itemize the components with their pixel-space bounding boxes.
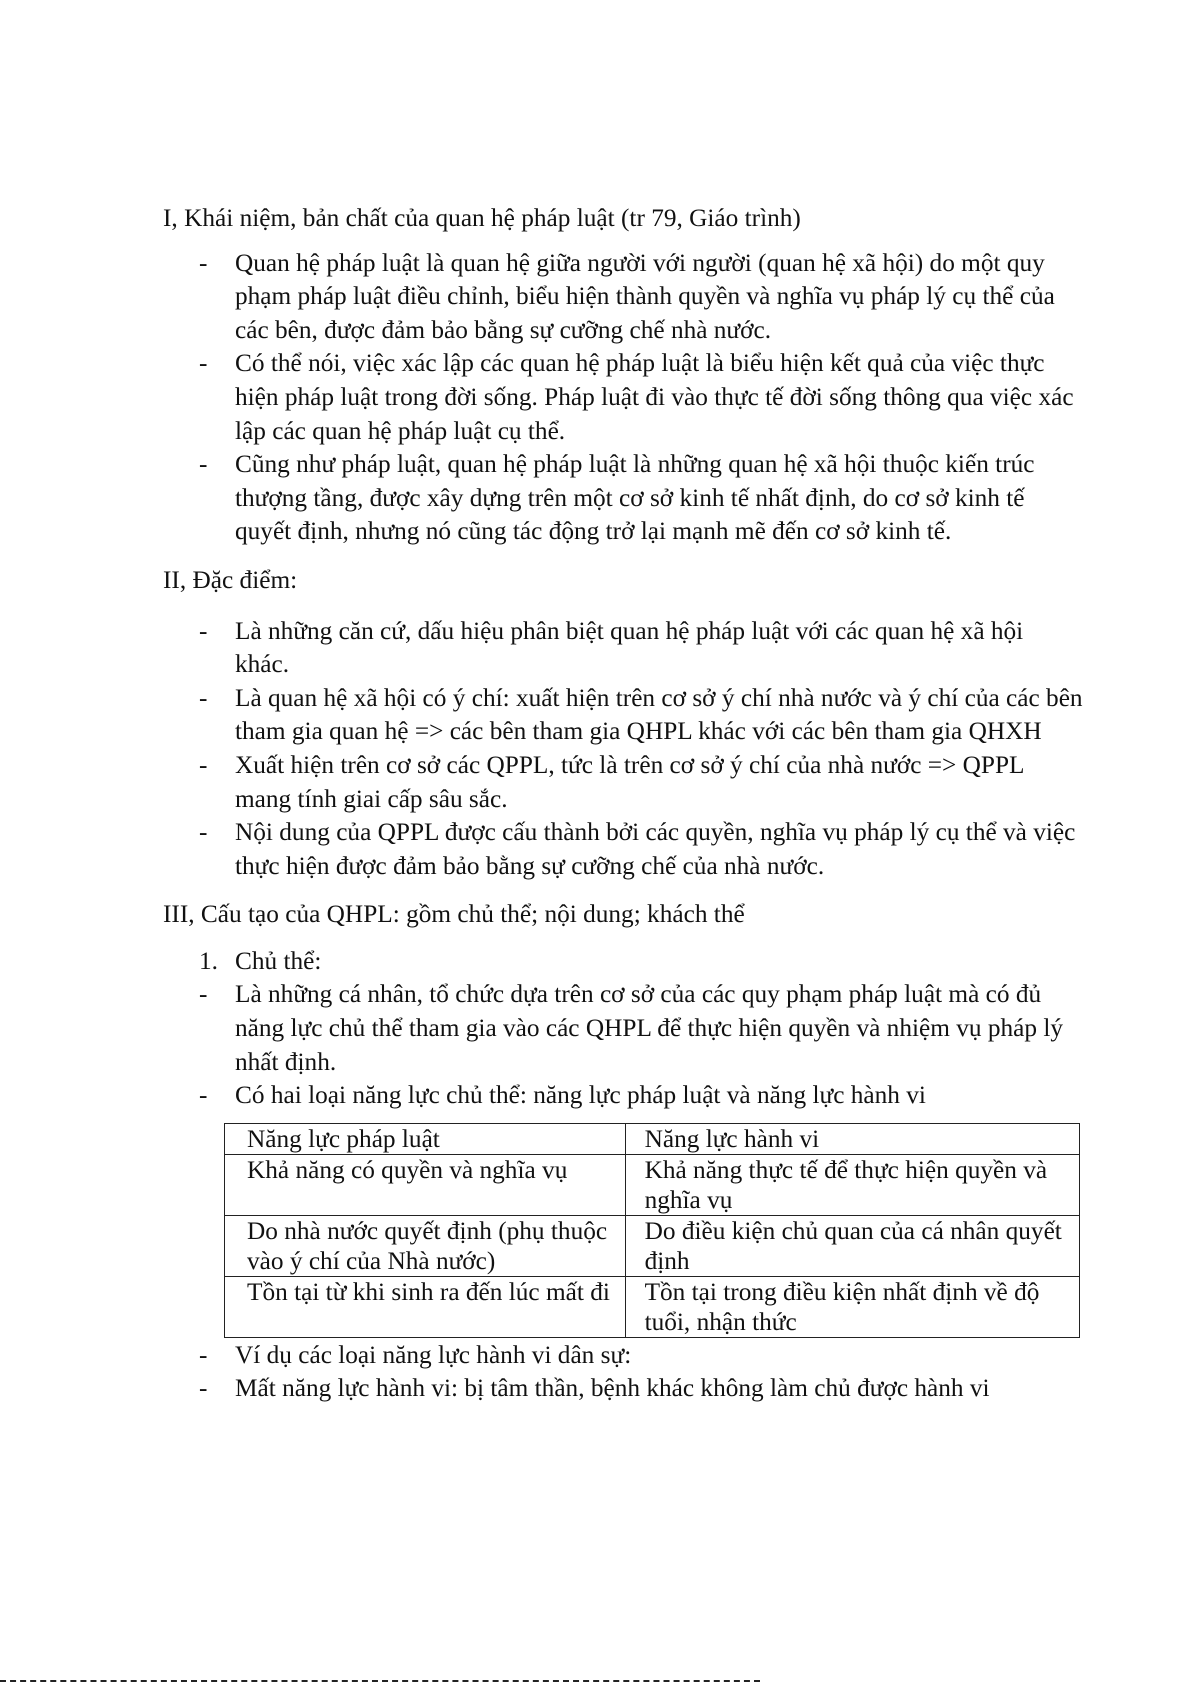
- list-item-text: Quan hệ pháp luật là quan hệ giữa người với người (quan hệ xã hội) do một quy phạm pháp luật điều chỉnh, biểu hiện thành quyền và nghĩa vụ pháp lý cụ thể của các bên, được đảm bảo bằng sự cưỡng chế nhà nước.: [235, 248, 1055, 344]
- table-row: [225, 1276, 1080, 1337]
- list-item: [163, 682, 1083, 749]
- list-item-text: Có hai loại năng lực chủ thể: năng lực pháp luật và năng lực hành vi: [235, 1081, 926, 1110]
- section-1-title: I, Khái niệm, bản chất của quan hệ pháp luật (tr 79, Giáo trình): [163, 204, 801, 232]
- table-cell: Khả năng có quyền và nghĩa vụ: [225, 1154, 626, 1215]
- list-item: [163, 1372, 1083, 1406]
- list-item: [163, 1339, 1083, 1373]
- list-item: [163, 978, 1083, 1079]
- list-item-text: Xuất hiện trên cơ sở các QPPL, tức là trên cơ sở ý chí của nhà nước => QPPL mang tính giai cấp sâu sắc.: [235, 750, 1024, 813]
- table-header-row: [225, 1123, 1080, 1154]
- bullet-dash: -: [199, 818, 208, 847]
- table-row: [225, 1154, 1080, 1215]
- bullet-dash: -: [199, 616, 208, 645]
- table-cell: Tồn tại trong điều kiện nhất định về độ tuổi, nhận thức: [625, 1276, 1079, 1337]
- section-2-list: [163, 615, 1083, 884]
- bullet-dash: -: [199, 450, 208, 479]
- list-item: [163, 347, 1083, 448]
- table-cell: Do nhà nước quyết định (phụ thuộc vào ý chí của Nhà nước): [225, 1215, 626, 1276]
- bullet-dash: -: [199, 349, 208, 378]
- bullet-dash: -: [199, 1374, 208, 1403]
- list-item: [163, 615, 1083, 682]
- table-header-cell: Năng lực hành vi: [625, 1123, 1079, 1154]
- list-item-text: Là những cá nhân, tổ chức dựa trên cơ sở của các quy phạm pháp luật mà có đủ năng lực chủ thể tham gia vào các QHPL để thực hiện quyền và nhiệm vụ pháp lý nhất định.: [235, 980, 1064, 1076]
- list-item-text: Ví dụ các loại năng lực hành vi dân sự:: [235, 1340, 632, 1369]
- table-header-cell: Năng lực pháp luật: [225, 1123, 626, 1154]
- list-item-text: Mất năng lực hành vi: bị tâm thần, bệnh khác không làm chủ được hành vi: [235, 1374, 990, 1403]
- list-item-text: Nội dung của QPPL được cấu thành bởi các quyền, nghĩa vụ pháp lý cụ thể và việc thực hiện được đảm bảo bằng sự cưỡng chế của nhà nước.: [235, 818, 1076, 880]
- page-bottom-rule: [0, 1680, 760, 1682]
- capacity-comparison-table: [224, 1123, 1080, 1338]
- list-item-text: Có thể nói, việc xác lập các quan hệ pháp luật là biểu hiện kết quả của việc thực hiện pháp luật trong đời sống. Pháp luật đi vào thực tế đời sống thông qua việc xác lập các quan hệ pháp luật cụ thể.: [235, 349, 1074, 445]
- list-item: [163, 749, 1083, 816]
- section-3-list: [163, 978, 1083, 1112]
- subheading-text: Chủ thể:: [235, 946, 322, 975]
- subheading-number: 1.: [199, 946, 218, 975]
- table-row: [225, 1215, 1080, 1276]
- table-cell: Do điều kiện chủ quan của cá nhân quyết định: [625, 1215, 1079, 1276]
- list-item-text: Là quan hệ xã hội có ý chí: xuất hiện trên cơ sở ý chí nhà nước và ý chí của các bên tham gia quan hệ => các bên tham gia QHPL khác với các bên tham gia QHXH: [235, 683, 1083, 746]
- list-item-text: Là những căn cứ, dấu hiệu phân biệt quan hệ pháp luật với các quan hệ xã hội khác.: [235, 616, 1024, 679]
- section-1-list: [163, 247, 1083, 549]
- list-item: [163, 816, 1083, 883]
- table-cell: Khả năng thực tế để thực hiện quyền và nghĩa vụ: [625, 1154, 1079, 1215]
- list-item: [163, 1079, 1083, 1113]
- list-item: [163, 448, 1083, 549]
- bullet-dash: -: [199, 980, 208, 1009]
- section-2-title: II, Đặc điểm:: [163, 565, 298, 594]
- bullet-dash: -: [199, 1340, 208, 1369]
- bullet-dash: -: [199, 1081, 208, 1110]
- table-cell: Tồn tại từ khi sinh ra đến lúc mất đi: [225, 1276, 626, 1337]
- list-item-text: Cũng như pháp luật, quan hệ pháp luật là những quan hệ xã hội thuộc kiến trúc thượng tầng, được xây dựng trên một cơ sở kinh tế nhất định, do cơ sở kinh tế quyết định, nhưng nó cũng tác động trở lại mạnh mẽ đến cơ sở kinh tế.: [235, 450, 1035, 546]
- section-3-title: III, Cấu tạo của QHPL: gồm chủ thể; nội dung; khách thể: [163, 900, 745, 929]
- bullet-dash: -: [199, 750, 208, 779]
- bullet-dash: -: [199, 683, 208, 712]
- bullet-dash: -: [199, 248, 208, 277]
- list-item: [163, 247, 1083, 348]
- document-body: [163, 202, 1083, 1406]
- subheading-subjects: [163, 945, 1083, 979]
- section-3-list-after-table: [163, 1339, 1083, 1406]
